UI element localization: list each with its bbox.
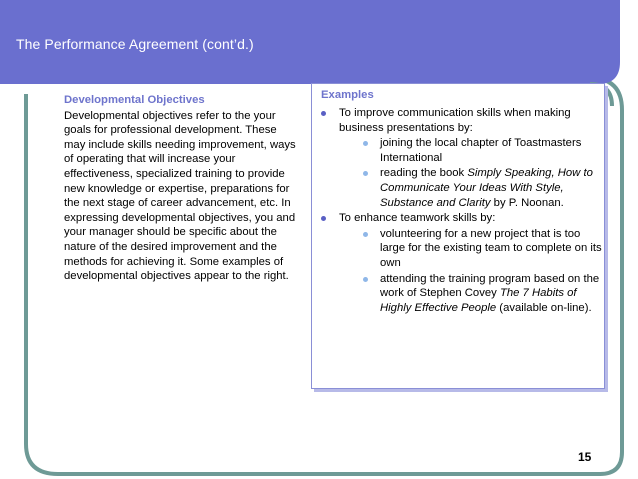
example-subitem-text: joining the local chapter of Toastmasters International bbox=[380, 137, 582, 164]
book-title: Simply Speaking, How to Communicate Your Ideas With Style, Substance and Clarity bbox=[380, 167, 593, 209]
example-item bbox=[312, 106, 602, 135]
example-subitem-text-post: (available on-line). bbox=[496, 301, 592, 314]
example-subitem bbox=[312, 272, 602, 316]
example-subitem-text-pre: attending the training program based on the work of Stephen Covey bbox=[380, 272, 600, 300]
example-subitem-text-post: by P. Noonan. bbox=[490, 196, 564, 209]
developmental-objectives-body: Developmental objectives refer to the your goals for professional development. These may include skills needing improvement, ways of operating that will increase your effectiveness, specialized training to provide new knowledge or expertise, preparations for the next stage of career advancement, etc. In expressing developmental objectives, you and your manager should be specific about the nature of the desired improvement and the methods for achieving it. Some examples of developmental objectives appear to the right. bbox=[64, 109, 296, 283]
examples-list bbox=[312, 106, 602, 316]
example-subitem bbox=[312, 166, 602, 210]
developmental-objectives-section bbox=[64, 93, 296, 284]
book-title: The 7 Habits of Highly Effective People bbox=[380, 287, 577, 314]
example-subitem-text: volunteering for a new project that is too large for the existing team to complete on its own bbox=[380, 227, 602, 269]
sub-bullet-icon bbox=[363, 141, 368, 146]
example-subitem-text-pre: reading the book bbox=[380, 167, 468, 180]
bullet-icon bbox=[321, 111, 326, 116]
sub-bullet-icon bbox=[363, 277, 368, 282]
example-item-text: To enhance teamwork skills by: bbox=[339, 212, 496, 225]
example-subitem bbox=[312, 136, 602, 165]
bullet-icon bbox=[321, 216, 326, 221]
example-item bbox=[312, 211, 602, 226]
examples-box bbox=[311, 83, 605, 389]
sub-bullet-icon bbox=[363, 232, 368, 237]
page-number: 15 bbox=[578, 450, 592, 464]
slide-title: The Performance Agreement (cont’d.) bbox=[16, 36, 254, 52]
example-item-text: To improve communication skills when making business presentations by: bbox=[339, 107, 571, 134]
sub-bullet-icon bbox=[363, 171, 368, 176]
developmental-objectives-heading: Developmental Objectives bbox=[64, 94, 205, 106]
examples-heading: Examples bbox=[321, 89, 374, 101]
example-subitem bbox=[312, 227, 602, 271]
